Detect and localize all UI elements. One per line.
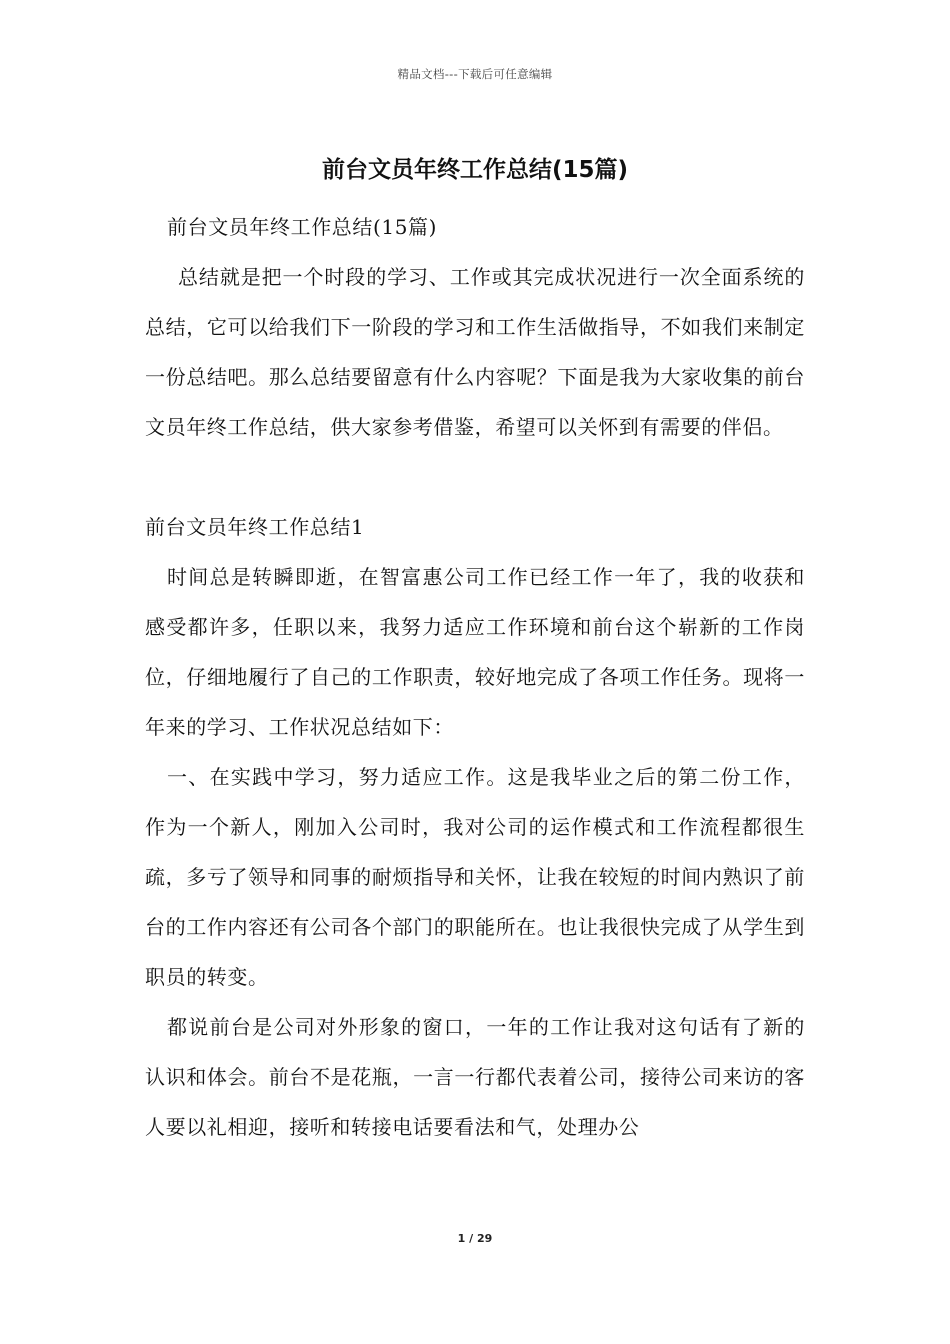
header-note: 精品文档---下载后可任意编辑 [397, 67, 553, 81]
document-subtitle: 前台文员年终工作总结(15篇) [167, 215, 438, 239]
document-title: 前台文员年终工作总结(15篇) [321, 157, 629, 183]
body-paragraph: 一、在实践中学习，努力适应工作。这是我毕业之后的第二份工作，作为一个新人，刚加入公司时，我对公司的运作模式和工作流程都很生疏，多亏了领导和同事的耐烦指导和关怀，让我在较短的时间内熟识了前台的工作内容还有公司各个部门的职能所在。也让我很快完成了从学生到职员的转变。 [145, 765, 805, 989]
page-number: 1 / 29 [457, 1232, 493, 1245]
document-body [145, 202, 805, 1152]
section-heading: 前台文员年终工作总结1 [145, 515, 365, 539]
intro-paragraph: 总结就是把一个时段的学习、工作或其完成状况进行一次全面系统的总结，它可以给我们下一阶段的学习和工作生活做指导，不如我们来制定一份总结吧。那么总结要留意有什么内容呢？下面是我为大家收集的前台文员年终工作总结，供大家参考借鉴，希望可以关怀到有需要的伴侣。 [145, 265, 805, 439]
body-paragraph: 都说前台是公司对外形象的窗口，一年的工作让我对这句话有了新的认识和体会。前台不是花瓶，一言一行都代表着公司，接待公司来访的客人要以礼相迎，接听和转接电话要看法和气，处理办公 [145, 1015, 805, 1139]
body-paragraph: 时间总是转瞬即逝，在智富惠公司工作已经工作一年了，我的收获和感受都许多，任职以来，我努力适应工作环境和前台这个崭新的工作岗位，仔细地履行了自己的工作职责，较好地完成了各项工作任务。现将一年来的学习、工作状况总结如下： [145, 565, 805, 739]
